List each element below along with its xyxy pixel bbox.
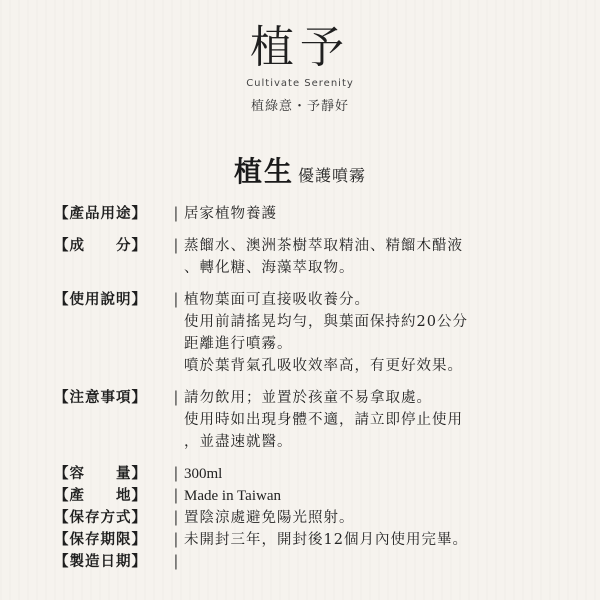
spec-value [184, 529, 574, 551]
spec-row-ingredients [54, 235, 574, 279]
spec-value-line: 距離進行噴霧。 [184, 336, 293, 352]
spec-label: 【保存方式】 [54, 509, 147, 526]
spec-row-manufacture-date [54, 551, 574, 573]
spec-value-line: 置陰涼處避免陽光照射。 [184, 510, 355, 526]
spec-row-instructions [54, 289, 574, 377]
spec-value [184, 235, 574, 279]
product-subtitle: 優護噴霧 [298, 166, 367, 185]
spec-label: 【保存期限】 [54, 531, 147, 548]
spec-value-line: 未開封三年，開封後12個月內使用完畢。 [184, 532, 468, 548]
spec-label: 【容 量】 [54, 465, 147, 482]
spec-value-line: 使用前請搖晃均勻，與葉面保持約20公分 [184, 314, 468, 330]
spec-label: 【使用說明】 [54, 291, 147, 308]
spec-separator: | [173, 206, 179, 222]
spec-separator: | [173, 532, 179, 548]
brand-tagline-cn: 植綠意・予靜好 [250, 99, 349, 114]
spec-value-line: 噴於葉背氣孔吸收效率高，有更好效果。 [184, 358, 463, 374]
spec-row-precautions [54, 387, 574, 453]
spec-value-line: Made in Taiwan [184, 488, 281, 504]
spec-value-line: 居家植物養護 [184, 206, 277, 222]
spec-row-shelf-life [54, 529, 574, 551]
spec-row-origin [54, 485, 574, 507]
spec-separator: | [173, 466, 179, 482]
spec-list [54, 203, 574, 573]
spec-value-line: 請勿飲用；並置於孩童不易拿取處。 [184, 390, 432, 406]
spec-separator: | [173, 488, 179, 504]
spec-value [184, 387, 574, 453]
spec-value-line: 、轉化糖、海藻萃取物。 [184, 260, 355, 276]
spec-label: 【成 分】 [54, 237, 147, 254]
brand-block [0, 22, 600, 114]
spec-value [184, 289, 574, 377]
spec-label: 【注意事項】 [54, 389, 147, 406]
brand-tagline-en: Cultivate Serenity [246, 78, 354, 89]
spec-value-line: 300ml [184, 466, 223, 482]
spec-separator: | [173, 554, 179, 570]
product-title [0, 150, 600, 190]
spec-separator: | [173, 292, 179, 308]
spec-value [184, 507, 574, 529]
spec-separator: | [173, 510, 179, 526]
spec-value [184, 463, 574, 485]
spec-value-line: 植物葉面可直接吸收養分。 [184, 292, 370, 308]
spec-value [184, 551, 574, 573]
spec-value [184, 485, 574, 507]
spec-value-line: ，並盡速就醫。 [184, 434, 293, 450]
spec-row-storage [54, 507, 574, 529]
spec-separator: | [173, 390, 179, 406]
product-name: 植生 [233, 155, 294, 188]
spec-row-usage [54, 203, 574, 225]
spec-label: 【產 地】 [54, 487, 147, 504]
spec-label: 【產品用途】 [54, 205, 147, 222]
spec-value-line: 蒸餾水、澳洲茶樹萃取精油、精餾木醋液 [184, 238, 463, 254]
spec-row-volume [54, 463, 574, 485]
brand-logo: 植予 [250, 22, 350, 73]
spec-separator: | [173, 238, 179, 254]
spec-value [184, 203, 574, 225]
spec-label: 【製造日期】 [54, 553, 147, 570]
spec-value-line: 使用時如出現身體不適，請立即停止使用 [184, 412, 463, 428]
